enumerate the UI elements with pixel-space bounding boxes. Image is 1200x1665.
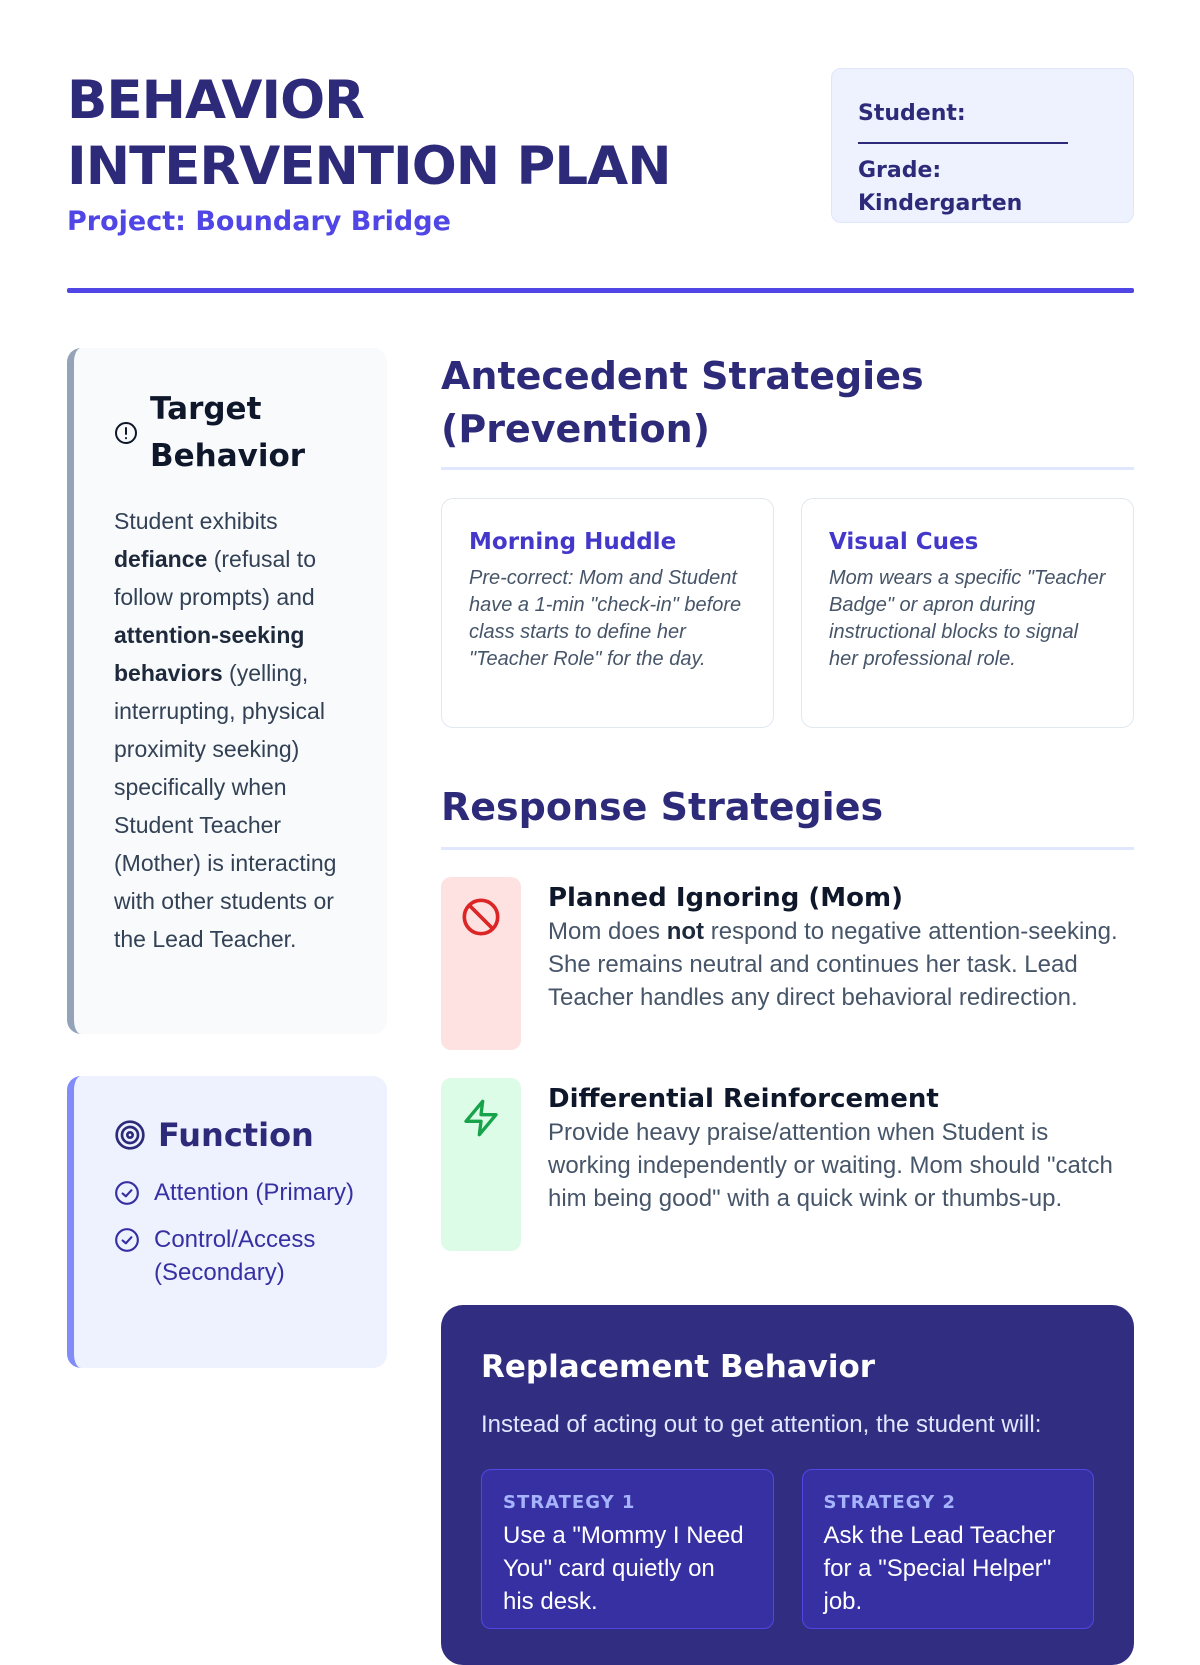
card-title: Morning Huddle xyxy=(469,529,677,555)
alert-circle-icon xyxy=(114,421,138,445)
student-name-blank xyxy=(858,136,1068,144)
project-name: Project: Boundary Bridge xyxy=(67,206,451,237)
response-title: Response Strategies xyxy=(441,785,884,829)
response-badge xyxy=(441,1078,521,1251)
check-circle-icon xyxy=(114,1227,140,1253)
target-icon xyxy=(114,1119,146,1151)
antecedent-card-visual-cues xyxy=(801,498,1134,728)
strategy-text: Use a "Mommy I Need You" card quietly on his desk. xyxy=(503,1522,744,1615)
strategy-card-2 xyxy=(802,1469,1095,1629)
header-divider xyxy=(67,288,1134,293)
page-title: BEHAVIOR INTERVENTION PLAN xyxy=(67,70,671,197)
response-divider xyxy=(441,847,1134,850)
function-title: Function xyxy=(158,1116,314,1154)
antecedent-title: Antecedent Strategies (Prevention) xyxy=(441,354,924,451)
response-item-title: Planned Ignoring (Mom) xyxy=(548,883,903,913)
strategy-label: STRATEGY 2 xyxy=(823,1492,956,1513)
replacement-title: Replacement Behavior xyxy=(481,1349,876,1385)
card-text: Mom wears a specific "Teacher Badge" or apron during instructional blocks to signal her professional role. xyxy=(829,567,1106,670)
strategy-label: STRATEGY 1 xyxy=(503,1492,636,1513)
lightning-icon xyxy=(461,1098,501,1138)
ban-icon xyxy=(461,897,501,937)
response-item-differential-reinforcement xyxy=(441,1078,1134,1251)
student-label: Student: xyxy=(858,101,966,126)
target-behavior-text: Student exhibits defiance (refusal to follow prompts) and attention-seeking behaviors (yelling, interrupting, physical proximity seeking) specifically when Student Teacher (Mother) is interacting with other students or the Lead Teacher. xyxy=(114,508,337,952)
list-item xyxy=(114,1223,357,1289)
function-item-label: Attention (Primary) xyxy=(154,1179,355,1206)
function-item-label: Control/Access (Secondary) xyxy=(154,1226,316,1286)
card-text: Pre-correct: Mom and Student have a 1-min "check-in" before class starts to define her "Teacher Role" for the day. xyxy=(469,567,742,670)
response-item-title: Differential Reinforcement xyxy=(548,1084,939,1114)
response-item-text: Mom does not respond to negative attention-seeking. She remains neutral and continues her task. Lead Teacher handles any direct behavioral redirection. xyxy=(548,918,1118,1011)
antecedent-divider xyxy=(441,467,1134,470)
response-item-text: Provide heavy praise/attention when Student is working independently or waiting. Mom should "catch him being good" with a quick wink or thumbs-up. xyxy=(548,1119,1113,1212)
replacement-behavior-card xyxy=(441,1305,1134,1665)
target-behavior-title: Target Behavior xyxy=(150,391,306,474)
replacement-subtitle: Instead of acting out to get attention, the student will: xyxy=(481,1411,1042,1438)
student-info-box xyxy=(831,68,1134,223)
card-title: Visual Cues xyxy=(829,529,979,555)
check-circle-icon xyxy=(114,1180,140,1206)
antecedent-card-morning-huddle xyxy=(441,498,774,728)
function-card xyxy=(67,1076,387,1368)
response-badge xyxy=(441,877,521,1050)
response-item-planned-ignoring xyxy=(441,877,1134,1050)
list-item xyxy=(114,1176,357,1209)
grade-label: Grade: Kindergarten xyxy=(858,158,1023,216)
strategy-card-1 xyxy=(481,1469,774,1629)
strategy-text: Ask the Lead Teacher for a "Special Helper" job. xyxy=(823,1522,1056,1615)
target-behavior-card xyxy=(67,348,387,1034)
